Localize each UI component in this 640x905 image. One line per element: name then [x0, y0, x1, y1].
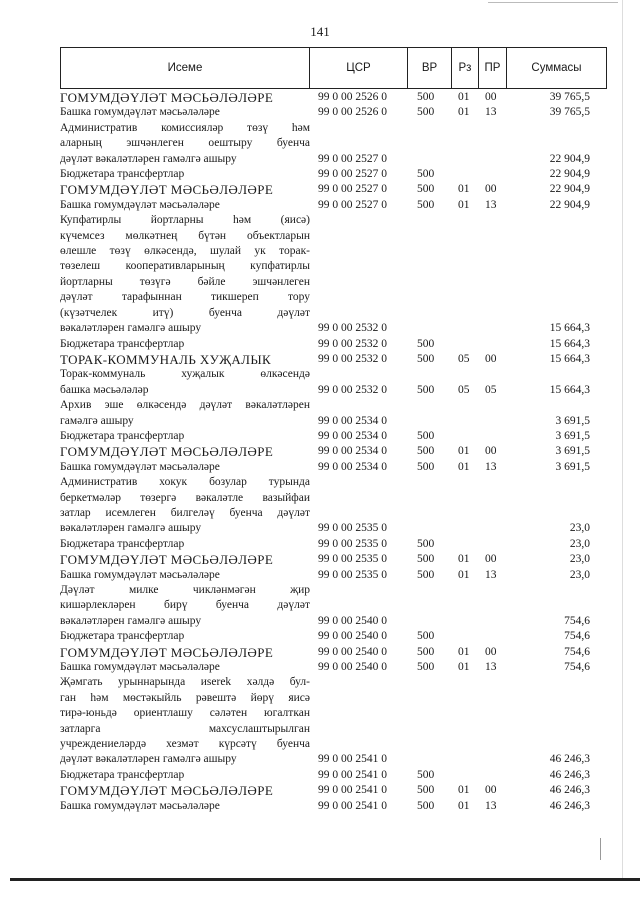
row-rz: 01	[458, 183, 470, 196]
row-name-line: беркетмәләр төзергә вәкаләтле вазыйфаи	[60, 491, 310, 504]
row-name-line: тирә-юньдә ориентлашу сәләтен югалткан	[60, 707, 310, 720]
column-header-vr: ВР	[408, 48, 452, 88]
row-csr: 99 0 00 2540 0	[318, 645, 387, 658]
row-sum: 754,6	[564, 630, 590, 643]
row-sum: 46 246,3	[549, 784, 590, 797]
table-row	[60, 429, 620, 444]
row-name-line: вәкаләтләрен гамәлгә ашыру	[60, 614, 202, 627]
row-name	[60, 783, 310, 798]
row-csr: 99 0 00 2535 0	[318, 568, 387, 581]
table-row	[60, 660, 620, 675]
row-name	[60, 552, 310, 567]
row-name-line: Бюджетара трансфертлар	[60, 537, 185, 550]
row-csr: 99 0 00 2534 0	[318, 414, 387, 427]
row-sum: 3 691,5	[555, 445, 590, 458]
row-pr: 00	[485, 91, 497, 103]
row-name-line: Җәмгать урыннарында иserek хәлдә бул-	[60, 676, 310, 689]
row-vr: 500	[417, 198, 435, 211]
row-sum: 46 246,3	[549, 753, 590, 766]
row-pr: 05	[485, 383, 497, 396]
table-row	[60, 537, 620, 552]
table-row	[60, 90, 620, 105]
row-pr: 13	[485, 198, 497, 211]
row-name	[60, 337, 310, 352]
table-row	[60, 645, 620, 660]
row-name-line: Башка гомумдәүләт мәсьәләләре	[60, 460, 220, 473]
row-name	[60, 583, 310, 629]
row-name-line: Башка гомумдәүләт мәсьәләләре	[60, 661, 220, 674]
row-rz: 05	[458, 352, 470, 365]
row-rz: 01	[458, 568, 470, 581]
row-sum: 23,0	[569, 553, 590, 566]
row-name	[60, 568, 310, 583]
row-pr: 00	[485, 553, 497, 566]
row-sum: 754,6	[564, 614, 590, 627]
row-name-line: вәкаләтләрен гамәлгә ашыру	[60, 522, 202, 535]
row-name-line: ГОМУМДӘҮЛӘТ МӘСЬӘЛӘЛӘРЕ	[60, 552, 274, 568]
row-name	[60, 429, 310, 444]
column-header-sum: Суммасы	[531, 62, 582, 74]
row-name-line: ГОМУМДӘҮЛӘТ МӘСЬӘЛӘЛӘРЕ	[60, 182, 274, 198]
table-row	[60, 198, 620, 213]
table-row	[60, 337, 620, 352]
row-name-line: кишәрлекләрен бирү буенча дәүләт	[60, 599, 310, 612]
row-vr: 500	[417, 645, 435, 658]
row-sum: 22 904,9	[549, 198, 590, 211]
row-name-line: өлешле төзү өлкәсендә, шулай ук торак-	[60, 245, 310, 258]
row-name-line: Бюджетара трансфертлар	[60, 337, 185, 350]
column-header-pr: ПР	[479, 48, 507, 88]
row-name	[60, 398, 310, 429]
column-header-rz: Рз	[452, 48, 479, 88]
row-rz: 01	[458, 198, 470, 211]
row-sum: 22 904,9	[549, 183, 590, 196]
row-rz: 01	[458, 784, 470, 797]
table-body	[60, 90, 620, 814]
row-sum: 22 904,9	[549, 152, 590, 165]
row-csr: 99 0 00 2527 0	[318, 183, 387, 196]
row-sum: 46 246,3	[549, 768, 590, 781]
row-name-line: ган һәм мөстәкыйль рәвештә йөрү яисә	[60, 691, 310, 704]
row-csr: 99 0 00 2527 0	[318, 198, 387, 211]
row-csr: 99 0 00 2541 0	[318, 799, 387, 812]
row-name	[60, 660, 310, 675]
row-csr: 99 0 00 2527 0	[318, 152, 387, 165]
row-name-line: Бюджетара трансфертлар	[60, 429, 185, 442]
table-row	[60, 367, 620, 398]
scan-artifact	[622, 0, 623, 878]
row-rz: 05	[458, 383, 470, 396]
row-vr: 500	[417, 106, 435, 119]
row-name-line: дәүләт вәкаләтләрен гамәлгә ашыру	[60, 753, 237, 766]
row-name-line: күчемсез мөлкәтнең бүтән объектларын	[60, 229, 310, 242]
row-name-line: Башка гомумдәүләт мәсьәләләре	[60, 198, 220, 211]
row-pr: 00	[485, 645, 497, 658]
table-row	[60, 105, 620, 120]
row-name-line: Бюджетара трансфертлар	[60, 168, 185, 181]
row-csr: 99 0 00 2540 0	[318, 614, 387, 627]
row-sum: 46 246,3	[549, 799, 590, 812]
row-sum: 15 664,3	[549, 322, 590, 335]
row-name	[60, 352, 310, 367]
row-name	[60, 799, 310, 814]
page-number: 141	[310, 24, 330, 39]
row-pr: 13	[485, 460, 497, 473]
row-sum: 15 664,3	[549, 352, 590, 365]
row-vr: 500	[417, 460, 435, 473]
row-name	[60, 367, 310, 398]
row-name-line: йортларны төзүгә бәйле эшчәнлеген	[60, 275, 310, 288]
table-row	[60, 675, 620, 767]
row-vr: 500	[417, 91, 435, 103]
row-vr: 500	[417, 352, 435, 365]
row-sum: 23,0	[569, 537, 590, 550]
row-csr: 99 0 00 2526 0	[318, 91, 387, 103]
row-csr: 99 0 00 2532 0	[318, 352, 387, 365]
row-vr: 500	[417, 168, 435, 181]
row-csr: 99 0 00 2526 0	[318, 106, 387, 119]
row-name-line: Административ комиссияләр төзү һәм	[60, 121, 310, 134]
row-vr: 500	[417, 661, 435, 674]
row-csr: 99 0 00 2532 0	[318, 337, 387, 350]
row-name-line: Дәүләт милке чикләнмәгән җир	[60, 584, 310, 596]
row-sum: 754,6	[564, 645, 590, 658]
table-row	[60, 568, 620, 583]
row-sum: 754,6	[564, 661, 590, 674]
row-vr: 500	[417, 537, 435, 550]
row-name-line: Башка гомумдәүләт мәсьәләләре	[60, 106, 220, 119]
row-sum: 39 765,5	[549, 106, 590, 119]
row-name	[60, 475, 310, 537]
row-csr: 99 0 00 2540 0	[318, 630, 387, 643]
row-name	[60, 167, 310, 182]
row-pr: 13	[485, 799, 497, 812]
row-name-line: затлар исемлеген билгеләү буенча дәүләт	[60, 506, 310, 519]
row-vr: 500	[417, 383, 435, 396]
row-vr: 500	[417, 799, 435, 812]
row-csr: 99 0 00 2541 0	[318, 768, 387, 781]
table-row	[60, 398, 620, 429]
table-row	[60, 352, 620, 367]
row-csr: 99 0 00 2534 0	[318, 460, 387, 473]
row-sum: 23,0	[569, 522, 590, 535]
scan-artifact	[488, 2, 618, 3]
row-pr: 00	[485, 784, 497, 797]
row-name-line: ТОРАК-КОММУНАЛЬ ХУҖАЛЫК	[60, 351, 272, 367]
row-sum: 23,0	[569, 568, 590, 581]
row-rz: 01	[458, 460, 470, 473]
row-name-line: Административ хокук бозулар турында	[60, 476, 310, 489]
row-sum: 3 691,5	[555, 414, 590, 427]
row-name-line: башка мәсьәләләр	[60, 383, 149, 396]
row-pr: 00	[485, 352, 497, 365]
row-csr: 99 0 00 2527 0	[318, 168, 387, 181]
row-name-line: Купфатирлы йортларны һәм (яисә)	[60, 214, 310, 227]
row-name-line: ГОМУМДӘҮЛӘТ МӘСЬӘЛӘЛӘРЕ	[60, 644, 274, 660]
row-rz: 01	[458, 799, 470, 812]
row-sum: 3 691,5	[555, 429, 590, 442]
row-name-line: Торак-коммуналь хуҗалык өлкәсендә	[60, 368, 310, 381]
row-name-line: Бюджетара трансфертлар	[60, 768, 185, 781]
row-vr: 500	[417, 337, 435, 350]
row-name	[60, 629, 310, 644]
table-row	[60, 213, 620, 336]
row-rz: 01	[458, 645, 470, 658]
row-name-line: дәүләт вәкаләтләрен гамәлгә ашыру	[60, 152, 237, 165]
row-name	[60, 182, 310, 197]
row-name-line: (күзәтчелек итү) буенча дәүләт	[60, 306, 310, 319]
row-pr: 00	[485, 445, 497, 458]
row-name-line: гамәлгә ашыру	[60, 414, 134, 427]
row-vr: 500	[417, 768, 435, 781]
table-row	[60, 768, 620, 783]
row-name-line: ГОМУМДӘҮЛӘТ МӘСЬӘЛӘЛӘРЕ	[60, 444, 274, 460]
row-vr: 500	[417, 784, 435, 797]
row-rz: 01	[458, 661, 470, 674]
table-row	[60, 475, 620, 537]
row-csr: 99 0 00 2540 0	[318, 661, 387, 674]
row-name-line: учреждениеләрдә хезмәт күрсәтү буенча	[60, 738, 310, 751]
row-csr: 99 0 00 2534 0	[318, 445, 387, 458]
row-name-line: дәүләт тарафыннан тикшереп тору	[60, 291, 310, 304]
row-name-line: төзелеш кооперативларының купфатирлы	[60, 260, 310, 273]
row-name	[60, 105, 310, 120]
row-csr: 99 0 00 2532 0	[318, 383, 387, 396]
row-csr: 99 0 00 2535 0	[318, 553, 387, 566]
row-name	[60, 537, 310, 552]
column-header-name: Исеме	[61, 48, 310, 88]
table-row	[60, 121, 620, 167]
row-name	[60, 444, 310, 459]
row-vr: 500	[417, 568, 435, 581]
row-name-line: Бюджетара трансфертлар	[60, 630, 185, 643]
scan-border	[10, 878, 640, 881]
table-row	[60, 460, 620, 475]
table-row	[60, 583, 620, 629]
row-csr: 99 0 00 2541 0	[318, 784, 387, 797]
row-name-line: Башка гомумдәүләт мәсьәләләре	[60, 799, 220, 812]
row-vr: 500	[417, 445, 435, 458]
scan-artifact	[600, 838, 601, 860]
row-sum: 15 664,3	[549, 337, 590, 350]
row-pr: 13	[485, 568, 497, 581]
row-rz: 01	[458, 553, 470, 566]
table-row	[60, 629, 620, 644]
row-rz: 01	[458, 106, 470, 119]
row-sum: 22 904,9	[549, 168, 590, 181]
table-row	[60, 182, 620, 197]
row-name	[60, 213, 310, 336]
row-rz: 01	[458, 445, 470, 458]
row-name	[60, 460, 310, 475]
table-row	[60, 783, 620, 798]
row-name-line: Архив эше өлкәсендә дәүләт вәкаләтләрен	[60, 399, 310, 412]
row-name	[60, 198, 310, 213]
row-name	[60, 121, 310, 167]
row-pr: 00	[485, 183, 497, 196]
row-name-line: Башка гомумдәүләт мәсьәләләре	[60, 568, 220, 581]
row-csr: 99 0 00 2534 0	[318, 429, 387, 442]
row-csr: 99 0 00 2541 0	[318, 753, 387, 766]
row-sum: 3 691,5	[555, 460, 590, 473]
row-pr: 13	[485, 106, 497, 119]
row-pr: 13	[485, 661, 497, 674]
row-name	[60, 90, 310, 105]
row-name-line: ГОМУМДӘҮЛӘТ МӘСЬӘЛӘЛӘРЕ	[60, 783, 274, 799]
table-row	[60, 444, 620, 459]
table-row	[60, 167, 620, 182]
row-name	[60, 675, 310, 767]
column-header-csr: ЦСР	[310, 48, 408, 88]
row-csr: 99 0 00 2532 0	[318, 322, 387, 335]
row-name-line: вәкаләтләрен гамәлгә ашыру	[60, 322, 202, 335]
row-csr: 99 0 00 2535 0	[318, 537, 387, 550]
row-vr: 500	[417, 429, 435, 442]
row-sum: 39 765,5	[549, 91, 590, 103]
row-vr: 500	[417, 553, 435, 566]
row-name	[60, 645, 310, 660]
table-row	[60, 799, 620, 814]
table-header	[60, 47, 607, 89]
row-csr: 99 0 00 2535 0	[318, 522, 387, 535]
row-name-line: ГОМУМДӘҮЛӘТ МӘСЬӘЛӘЛӘРЕ	[60, 90, 274, 105]
row-name-line: аларның эшчәнлеген оештыру буенча	[60, 137, 310, 150]
row-vr: 500	[417, 630, 435, 643]
row-vr: 500	[417, 183, 435, 196]
row-sum: 15 664,3	[549, 383, 590, 396]
row-name	[60, 768, 310, 783]
row-name-line: затларга махсуслаштырылган	[60, 722, 310, 735]
row-rz: 01	[458, 91, 470, 103]
table-row	[60, 552, 620, 567]
